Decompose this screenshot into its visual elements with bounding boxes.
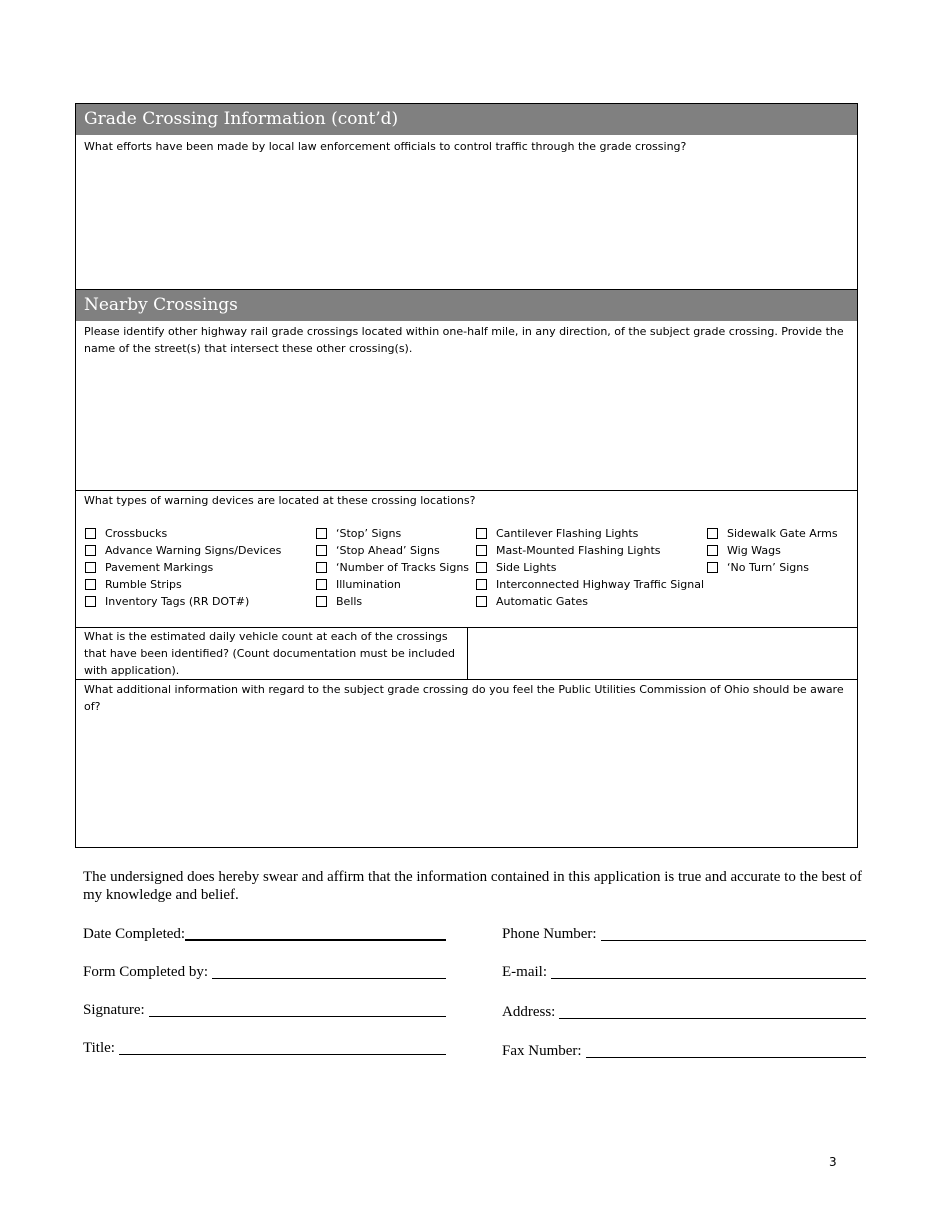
- email-label: E-mail:: [502, 964, 547, 980]
- checkbox-box[interactable]: [85, 596, 96, 607]
- checkbox-label: Crossbucks: [105, 527, 168, 540]
- devices-column-1: [85, 525, 281, 610]
- checkbox-box[interactable]: [316, 562, 327, 573]
- checkbox-label: Pavement Markings: [105, 561, 214, 574]
- address-line[interactable]: [559, 1018, 866, 1019]
- checkbox-label: Inventory Tags (RR DOT#): [105, 595, 250, 608]
- application-form: [75, 103, 858, 848]
- checkbox-box[interactable]: [476, 596, 487, 607]
- devices-column-2: [316, 525, 469, 610]
- additional-info-question: What additional information with regard to the subject grade crossing do you feel the Public Utilities Commission of Ohio should be aware of?: [84, 683, 844, 713]
- checkbox-box[interactable]: [316, 545, 327, 556]
- checkbox-number-of-tracks[interactable]: [316, 559, 469, 576]
- checkbox-box[interactable]: [476, 562, 487, 573]
- additional-info-answer[interactable]: [80, 702, 854, 846]
- checkbox-interconnected-signal[interactable]: [476, 576, 704, 593]
- checkbox-label: Illumination: [336, 578, 401, 591]
- email-line[interactable]: [551, 978, 866, 979]
- fax-line[interactable]: [586, 1057, 866, 1058]
- page-number: 3: [829, 1155, 837, 1169]
- checkbox-box[interactable]: [316, 596, 327, 607]
- checkbox-wig-wags[interactable]: [707, 542, 838, 559]
- checkbox-label: ‘Number of Tracks Signs: [336, 561, 470, 574]
- identify-crossings-answer[interactable]: [80, 360, 854, 490]
- address-label: Address:: [502, 1004, 556, 1020]
- email-field[interactable]: [502, 963, 866, 981]
- checkbox-box[interactable]: [85, 562, 96, 573]
- checkbox-label: Bells: [336, 595, 363, 608]
- checkbox-label: Mast-Mounted Flashing Lights: [496, 544, 661, 557]
- address-field[interactable]: [502, 1003, 866, 1021]
- checkbox-pavement-markings[interactable]: [85, 559, 281, 576]
- checkbox-label: Automatic Gates: [496, 595, 588, 608]
- checkbox-label: ‘Stop Ahead’ Signs: [336, 544, 440, 557]
- checkbox-label: Side Lights: [496, 561, 557, 574]
- checkbox-box[interactable]: [85, 579, 96, 590]
- checkbox-label: ‘No Turn’ Signs: [727, 561, 809, 574]
- form-completed-by-label: Form Completed by:: [83, 964, 208, 980]
- checkbox-automatic-gates[interactable]: [476, 593, 704, 610]
- checkbox-label: Advance Warning Signs/Devices: [105, 544, 282, 557]
- checkbox-box[interactable]: [707, 528, 718, 539]
- warning-devices-question: What types of warning devices are located at these crossing locations?: [84, 494, 476, 507]
- checkbox-advance-warning[interactable]: [85, 542, 281, 559]
- date-completed-line[interactable]: [185, 939, 446, 941]
- checkbox-box[interactable]: [707, 545, 718, 556]
- date-completed-label: Date Completed:: [83, 926, 186, 942]
- checkbox-box[interactable]: [85, 545, 96, 556]
- checkbox-no-turn-signs[interactable]: [707, 559, 838, 576]
- checkbox-box[interactable]: [316, 579, 327, 590]
- affirmation-text: The undersigned does hereby swear and affirm that the information contained in this application is true and accurate to the best of my knowledge and belief.: [83, 869, 863, 903]
- checkbox-label: Interconnected Highway Traffic Signal: [496, 578, 705, 591]
- vehicle-count-answer[interactable]: [472, 631, 854, 679]
- checkbox-illumination[interactable]: [316, 576, 469, 593]
- signature-line[interactable]: [149, 1016, 446, 1017]
- checkbox-rumble-strips[interactable]: [85, 576, 281, 593]
- checkbox-sidewalk-gate-arms[interactable]: [707, 525, 838, 542]
- signature-label: Signature:: [83, 1002, 145, 1018]
- checkbox-label: ‘Stop’ Signs: [336, 527, 402, 540]
- checkbox-stop-ahead-signs[interactable]: [316, 542, 469, 559]
- checkbox-side-lights[interactable]: [476, 559, 704, 576]
- signature-field[interactable]: [83, 1001, 446, 1019]
- checkbox-box[interactable]: [85, 528, 96, 539]
- checkbox-box[interactable]: [476, 545, 487, 556]
- checkbox-stop-signs[interactable]: [316, 525, 469, 542]
- nearby-crossings-header: Nearby Crossings: [76, 290, 857, 321]
- checkbox-box[interactable]: [476, 579, 487, 590]
- fax-label: Fax Number:: [502, 1043, 582, 1059]
- checkbox-inventory-tags[interactable]: [85, 593, 281, 610]
- divider: [76, 679, 857, 680]
- checkbox-label: Cantilever Flashing Lights: [496, 527, 639, 540]
- column-divider: [467, 627, 468, 679]
- law-enforcement-question: What efforts have been made by local law enforcement officials to control traffic through the grade crossing?: [84, 140, 687, 153]
- checkbox-cantilever-lights[interactable]: [476, 525, 704, 542]
- law-enforcement-answer[interactable]: [80, 158, 854, 290]
- identify-crossings-question: Please identify other highway rail grade crossings located within one-half mile, in any direction, of the subject grade crossing. Provide the name of the street(s) that intersect these other crossing(s).: [84, 325, 844, 355]
- form-completed-by-field[interactable]: [83, 963, 446, 981]
- devices-column-3: [476, 525, 704, 610]
- title-field[interactable]: [83, 1039, 446, 1057]
- checkbox-box[interactable]: [316, 528, 327, 539]
- checkbox-box[interactable]: [476, 528, 487, 539]
- checkbox-label: Rumble Strips: [105, 578, 182, 591]
- phone-field[interactable]: [502, 925, 866, 943]
- checkbox-box[interactable]: [707, 562, 718, 573]
- phone-line[interactable]: [601, 940, 866, 941]
- checkbox-bells[interactable]: [316, 593, 469, 610]
- vehicle-count-question: What is the estimated daily vehicle count at each of the crossings that have been identified? (Count documentation must be included with application).: [84, 630, 456, 677]
- devices-column-4: [707, 525, 838, 576]
- checkbox-label: Wig Wags: [727, 544, 781, 557]
- checkbox-label: Sidewalk Gate Arms: [727, 527, 838, 540]
- fax-field[interactable]: [502, 1042, 866, 1060]
- title-label: Title:: [83, 1040, 115, 1056]
- phone-label: Phone Number:: [502, 926, 597, 942]
- checkbox-crossbucks[interactable]: [85, 525, 281, 542]
- checkbox-mast-mounted-lights[interactable]: [476, 542, 704, 559]
- grade-crossing-header: Grade Crossing Information (cont’d): [76, 104, 857, 135]
- divider: [76, 490, 857, 491]
- title-line[interactable]: [119, 1054, 446, 1055]
- date-completed-field[interactable]: [83, 925, 446, 943]
- form-completed-by-line[interactable]: [212, 978, 446, 979]
